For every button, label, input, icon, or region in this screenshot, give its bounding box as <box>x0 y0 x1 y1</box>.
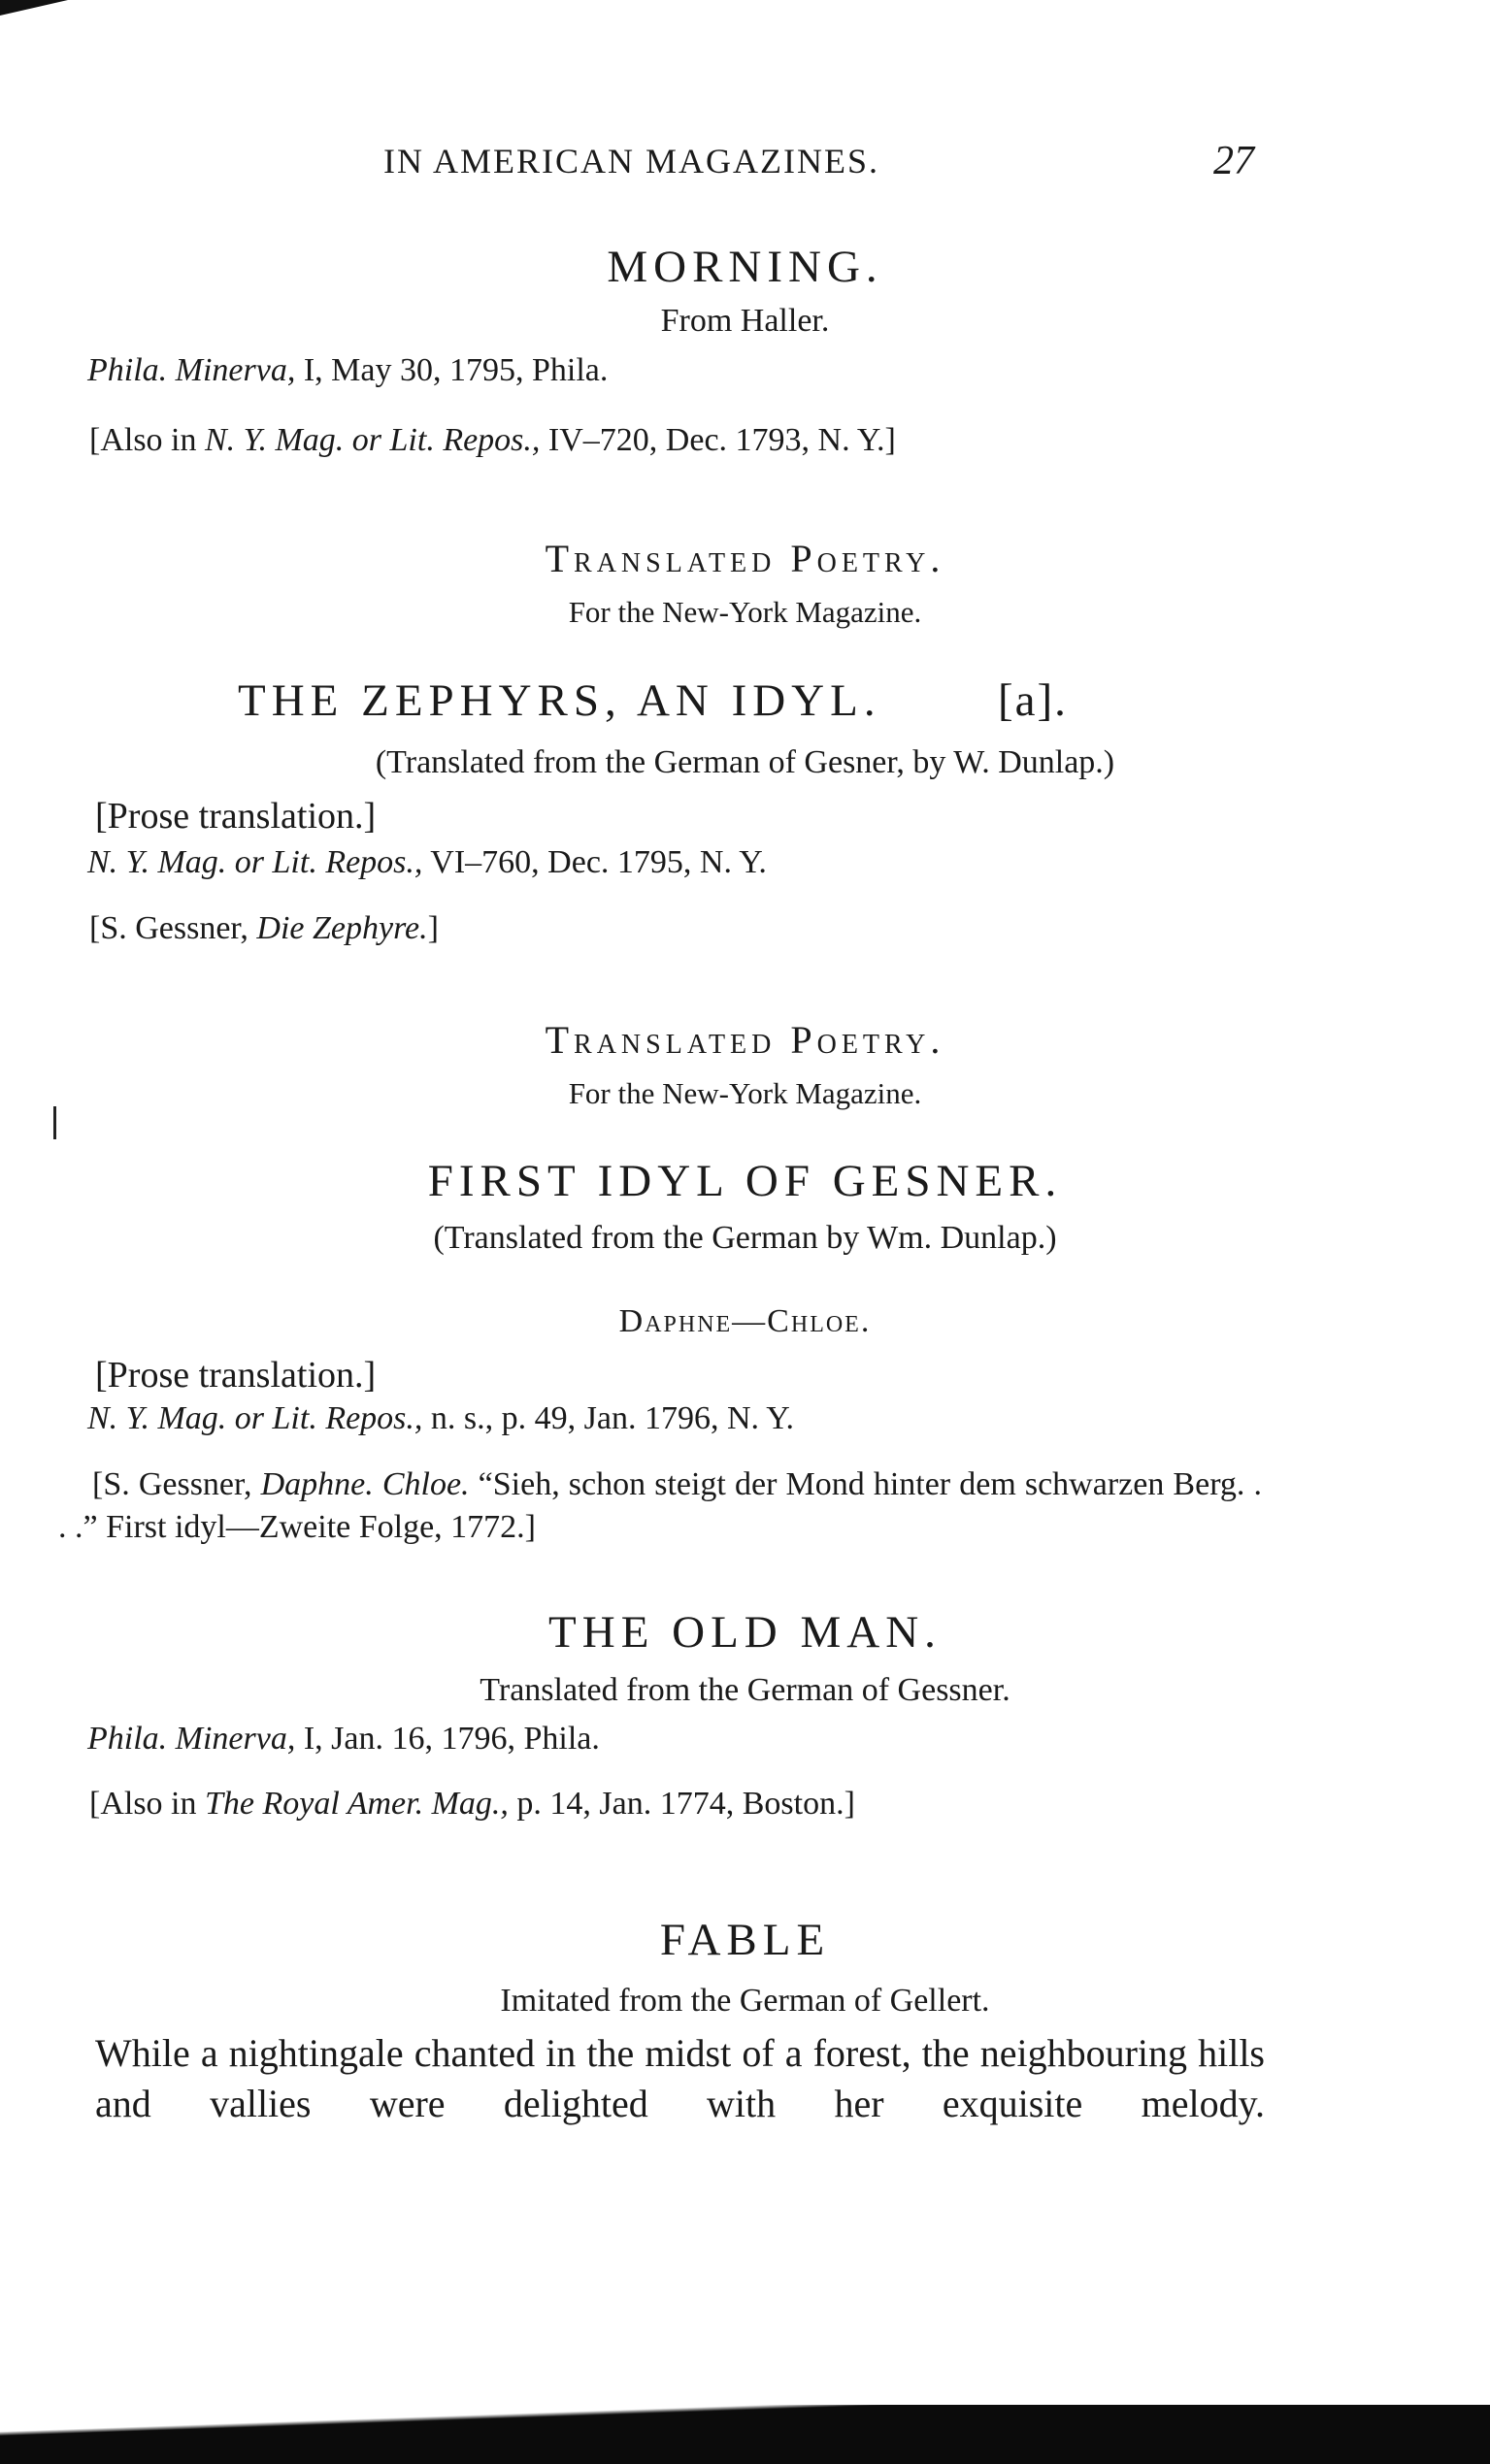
citation-first-idyl <box>87 1400 794 1437</box>
fable-text: While a nightingale chanted in the midst of a forest, the neighbouring hills and vallies were delighted with her exquisite melody. <box>95 2031 1265 2125</box>
citation-details: IV–720, Dec. 1793, N. Y.] <box>540 422 896 458</box>
scan-bottom-edge <box>0 2405 1490 2464</box>
also-prefix: [Also in <box>89 422 205 458</box>
section-heading-translated-poetry: Translated Poetry. <box>545 1018 945 1062</box>
entry-title-first-idyl: FIRST IDYL OF GESNER. <box>427 1156 1063 1206</box>
citation-old-man <box>87 1721 600 1758</box>
also-prefix: [Also in <box>89 1786 205 1822</box>
entry-title-fable: FABLE <box>659 1915 831 1965</box>
scan-corner-mark <box>0 0 68 16</box>
journal-name: The Royal Amer. Mag., <box>205 1786 509 1822</box>
section-for: For the New-York Magazine. <box>568 1076 922 1110</box>
citation-details: I, Jan. 16, 1796, Phila. <box>295 1721 600 1757</box>
citation-details: n. s., p. 49, Jan. 1796, N. Y. <box>422 1400 794 1436</box>
entry-subtitle-old-man: Translated from the German of Gessner. <box>480 1672 1010 1708</box>
entry-title-zephyrs: THE ZEPHYRS, AN IDYL. <box>238 675 881 726</box>
journal-name: N. Y. Mag. or Lit. Repos., <box>87 844 423 880</box>
citation-details: VI–760, Dec. 1795, N. Y. <box>422 844 767 880</box>
source-details: “Sieh, schon steigt der Mond hinter dem schwarzen Berg. . . .” First idyl—Zweite Folge, 1772.] <box>58 1466 1263 1545</box>
source-suffix: ] <box>427 910 439 946</box>
running-head: IN AMERICAN MAGAZINES. <box>383 142 879 181</box>
also-citation-old-man <box>89 1786 855 1823</box>
entry-title-old-man: THE OLD MAN. <box>548 1607 942 1658</box>
source-first-idyl <box>58 1463 1262 1549</box>
citation-zephyrs <box>87 844 767 881</box>
journal-name: N. Y. Mag. or Lit. Repos., <box>87 1400 423 1436</box>
journal-name: Phila. Minerva, <box>87 1721 296 1757</box>
source-prefix: [S. Gessner, <box>92 1466 261 1502</box>
journal-name: Phila. Minerva, <box>87 352 296 388</box>
section-for: For the New-York Magazine. <box>568 595 922 629</box>
source-zephyrs <box>89 910 439 947</box>
entry-subtitle-fable: Imitated from the German of Gellert. <box>500 1983 990 2019</box>
citation-details: p. 14, Jan. 1774, Boston.] <box>508 1786 855 1822</box>
citation-morning <box>87 352 608 389</box>
characters-label: Daphne—Chloe. <box>618 1303 872 1339</box>
entry-subtitle-morning: From Haller. <box>660 303 830 339</box>
entry-subtitle-first-idyl: (Translated from the German by Wm. Dunlap.) <box>433 1220 1057 1256</box>
journal-name: N. Y. Mag. or Lit. Repos., <box>205 422 541 458</box>
source-title: Daphne. Chloe. <box>260 1466 470 1502</box>
source-title: Die Zephyre. <box>256 910 428 946</box>
entry-subtitle-zephyrs: (Translated from the German of Gesner, by W. Dunlap.) <box>375 744 1115 780</box>
section-heading-translated-poetry: Translated Poetry. <box>545 537 945 580</box>
margin-mark <box>53 1106 56 1139</box>
source-prefix: [S. Gessner, <box>89 910 257 946</box>
also-citation-morning <box>89 422 896 459</box>
prose-translation-note: [Prose translation.] <box>95 1355 377 1396</box>
footnote-marker: [a]. <box>998 675 1068 726</box>
page-number: 27 <box>1213 139 1254 183</box>
citation-details: I, May 30, 1795, Phila. <box>295 352 609 388</box>
entry-title-morning: MORNING. <box>607 242 883 292</box>
prose-translation-note: [Prose translation.] <box>95 796 377 837</box>
